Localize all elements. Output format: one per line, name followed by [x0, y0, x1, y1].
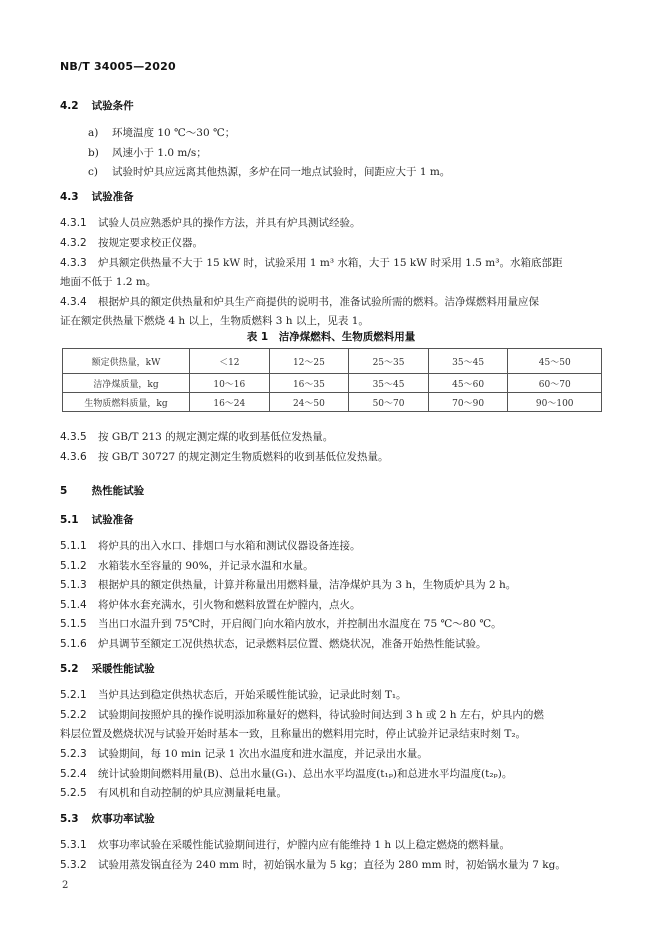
- row-header: 额定供热量，kW: [63, 349, 190, 374]
- clause-4-3-3: 4.3.3 炉具额定供热量不大于 15 kW 时，试验采用 1 m³ 水箱，大于 15 kW 时采用 1.5 m³。水箱底部距: [60, 257, 563, 269]
- clause-4-3-6: 4.3.6 按 GB/T 30727 的规定测定生物质燃料的收到基低位发热量。: [60, 451, 389, 463]
- clause-4-3-3-continued: 地面不低于 1.2 m。: [60, 276, 157, 288]
- table-cell: 16～35: [269, 374, 349, 393]
- clause-4-3-2: 4.3.2 按规定要求校正仪器。: [60, 237, 203, 249]
- clause-4-3-4: 4.3.4 根据炉具的额定供热量和炉具生产商提供的说明书，准备试验所需的燃料。洁净煤燃料用量应保: [60, 296, 539, 308]
- row-header: 洁净煤质量，kg: [63, 374, 190, 393]
- table-cell: ＜12: [190, 349, 270, 374]
- list-item: b) 风速小于 1.0 m/s；: [88, 147, 207, 159]
- section-5-2-heading: 5.2 采暖性能试验: [60, 663, 155, 675]
- table-cell: 24～50: [269, 393, 349, 412]
- table-cell: 60～70: [508, 374, 602, 393]
- list-item: a) 环境温度 10 ℃～30 ℃；: [88, 127, 236, 139]
- chapter-5-heading: 5 热性能试验: [60, 485, 145, 497]
- table-cell: 90～100: [508, 393, 602, 412]
- clause-5-3-2: 5.3.2 试验用蒸发锅直径为 240 mm 时，初始锅水量为 5 kg；直径为 280 mm 时，初始锅水量为 7 kg。: [60, 859, 566, 871]
- table-cell: 45～50: [508, 349, 602, 374]
- list-item: c) 试验时炉具应远离其他热源，多炉在同一地点试验时，间距应大于 1 m。: [88, 166, 451, 178]
- section-5-3-heading: 5.3 炊事功率试验: [60, 813, 155, 825]
- section-4-3-heading: 4.3 试验准备: [60, 191, 134, 203]
- table-cell: 16～24: [190, 393, 270, 412]
- clause-4-3-5: 4.3.5 按 GB/T 213 的规定测定煤的收到基低位发热量。: [60, 431, 334, 443]
- table-cell: 50～70: [349, 393, 429, 412]
- section-4-2-heading: 4.2 试验条件: [60, 100, 134, 112]
- clause-5-2-2: 5.2.2 试验期间按照炉具的操作说明添加称量好的燃料，待试验时间达到 3 h 或 2 h 左右，炉具内的燃: [60, 709, 544, 721]
- table-cell: 70～90: [428, 393, 508, 412]
- table-caption: 表 1 洁净煤燃料、生物质燃料用量: [246, 331, 416, 343]
- clause-4-3-4-continued: 证在额定供热量下燃烧 4 h 以上，生物质燃料 3 h 以上，见表 1。: [60, 315, 369, 327]
- table-cell: 12～25: [269, 349, 349, 374]
- clause-5-2-5: 5.2.5 有风机和自动控制的炉具应测量耗电量。: [60, 787, 287, 799]
- clause-5-2-4: 5.2.4 统计试验期间燃料用量(B)、总出水量(G₁)、总出水平均温度(t₁ₚ)和总进水平均温度(t₂ₚ)。: [60, 768, 513, 780]
- fuel-quantity-table: [62, 348, 602, 412]
- clause-5-1-4: 5.1.4 将炉体水套充满水，引火物和燃料放置在炉膛内，点火。: [60, 599, 361, 611]
- clause-5-1-2: 5.1.2 水箱装水至容量的 90%，并记录水温和水量。: [60, 560, 314, 572]
- clause-4-3-1: 4.3.1 试验人员应熟悉炉具的操作方法，并具有炉具测试经验。: [60, 217, 361, 229]
- table-cell: 25～35: [349, 349, 429, 374]
- clause-5-2-3: 5.2.3 试验期间，每 10 min 记录 1 次出水温度和进水温度，并记录出水量。: [60, 748, 428, 760]
- table-cell: 45～60: [428, 374, 508, 393]
- table-row: [63, 393, 602, 412]
- table-row: [63, 374, 602, 393]
- clause-5-2-2-continued: 料层位置及燃烧状况与试验开始时基本一致，且称量出的燃料用完时，停止试验并记录结束时刻 T₂。: [60, 728, 527, 740]
- clause-5-1-3: 5.1.3 根据炉具的额定供热量，计算并称量出用燃料量，洁净煤炉具为 3 h，生物质炉具为 2 h。: [60, 579, 517, 591]
- table-cell: 10～16: [190, 374, 270, 393]
- table-row: [63, 349, 602, 374]
- row-header: 生物质燃料质量，kg: [63, 393, 190, 412]
- clause-5-1-1: 5.1.1 将炉具的出入水口、排烟口与水箱和测试仪器设备连接。: [60, 540, 361, 552]
- clause-5-3-1: 5.3.1 炊事功率试验在采暖性能试验期间进行，炉膛内应有能维持 1 h 以上稳定燃烧的燃料量。: [60, 839, 510, 851]
- table-cell: 35～45: [349, 374, 429, 393]
- clause-5-1-6: 5.1.6 炉具调节至额定工况供热状态，记录燃料层位置、燃烧状况，准备开始热性能试验。: [60, 638, 487, 650]
- clause-5-1-5: 5.1.5 当出口水温升到 75℃时，开启阀门向水箱内放水，并控制出水温度在 75 ℃～80 ℃。: [60, 618, 502, 630]
- table-cell: 35～45: [428, 349, 508, 374]
- standard-number: NB/T 34005—2020: [60, 60, 176, 73]
- page-number: 2: [62, 880, 69, 891]
- clause-5-2-1: 5.2.1 当炉具达到稳定供热状态后，开始采暖性能试验，记录此时刻 T₁。: [60, 689, 407, 701]
- section-5-1-heading: 5.1 试验准备: [60, 514, 134, 526]
